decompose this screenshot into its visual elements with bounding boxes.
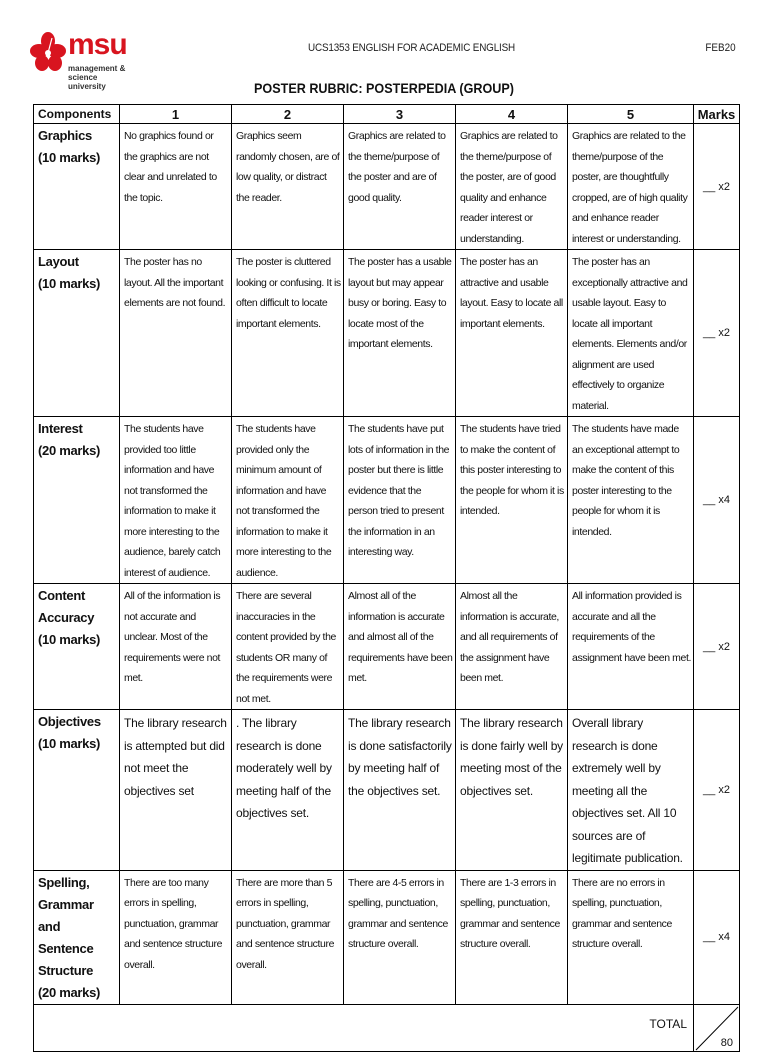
column-header: 1	[120, 105, 232, 124]
marks-multiplier: __ x2	[694, 124, 740, 250]
level-descriptor: Overall library research is done extremely well by meeting all the objectives set. All 10 sources are of legitimate publication.	[568, 710, 694, 871]
level-descriptor: The students have provided too little information and have not transformed the information to make it more interesting to the audience, barely catch interest of audience.	[120, 417, 232, 584]
level-descriptor: Graphics are related to the theme/purpose of the poster, are of good quality and enhance reader interest or understanding.	[456, 124, 568, 250]
column-header: Components	[34, 105, 120, 124]
column-header: Marks	[694, 105, 740, 124]
level-descriptor: The students have made an exceptional attempt to make the content of this poster interesting to the people for whom it is intended.	[568, 417, 694, 584]
level-descriptor: Almost all of the information is accurate and almost all of the requirements have been met.	[344, 584, 456, 710]
table-row	[34, 870, 740, 1004]
total-value: 80	[720, 1036, 733, 1049]
table-row	[34, 417, 740, 584]
table-row	[34, 124, 740, 250]
marks-multiplier: __ x2	[694, 710, 740, 871]
term-label: FEB20	[705, 42, 736, 54]
column-header: 4	[456, 105, 568, 124]
marks-multiplier: __ x2	[694, 250, 740, 417]
column-header: 3	[344, 105, 456, 124]
column-header: 2	[232, 105, 344, 124]
criterion-label: Objectives (10 marks)	[34, 710, 120, 871]
rubric-table	[33, 104, 740, 1052]
level-descriptor: There are no errors in spelling, punctuation, grammar and sentence structure overall.	[568, 870, 694, 1004]
level-descriptor: There are more than 5 errors in spelling, punctuation, grammar and sentence structure overall.	[232, 870, 344, 1004]
level-descriptor: . The library research is done moderately well by meeting half of the objectives set.	[232, 710, 344, 871]
marks-multiplier: __ x2	[694, 584, 740, 710]
table-row	[34, 710, 740, 871]
diagonal-divider	[694, 1005, 740, 1052]
level-descriptor: Almost all the information is accurate, and all requirements of the assignment have been met.	[456, 584, 568, 710]
total-cell	[694, 1004, 740, 1051]
page-title: POSTER RUBRIC: POSTERPEDIA (GROUP)	[254, 80, 514, 96]
marks-multiplier: __ x4	[694, 417, 740, 584]
level-descriptor: The poster has a usable layout but may appear busy or boring. Easy to locate most of the important elements.	[344, 250, 456, 417]
criterion-label: Layout (10 marks)	[34, 250, 120, 417]
level-descriptor: There are several inaccuracies in the content provided by the students OR many of the requirements were not met.	[232, 584, 344, 710]
table-row	[34, 584, 740, 710]
column-header: 5	[568, 105, 694, 124]
level-descriptor: The poster has no layout. All the important elements are not found.	[120, 250, 232, 417]
logo-subtitle: management & science university	[68, 64, 126, 91]
total-label: TOTAL	[34, 1004, 694, 1051]
level-descriptor: There are 4-5 errors in spelling, punctuation, grammar and sentence structure overall.	[344, 870, 456, 1004]
level-descriptor: The poster is cluttered looking or confusing. It is often difficult to locate important elements.	[232, 250, 344, 417]
level-descriptor: All information provided is accurate and all the requirements of the assignment have been met.	[568, 584, 694, 710]
level-descriptor: There are 1-3 errors in spelling, punctuation, grammar and sentence structure overall.	[456, 870, 568, 1004]
logo-brand-text: msu	[68, 28, 127, 61]
level-descriptor: The students have provided only the minimum amount of information and have not transformed the information to make it more interesting to the audience.	[232, 417, 344, 584]
header-row	[34, 105, 740, 124]
criterion-label: Interest (20 marks)	[34, 417, 120, 584]
course-title: UCS1353 ENGLISH FOR ACADEMIC ENGLISH	[308, 42, 515, 54]
hibiscus-flower-icon	[30, 32, 66, 76]
total-row	[34, 1004, 740, 1051]
level-descriptor: All of the information is not accurate and unclear. Most of the requirements were not met.	[120, 584, 232, 710]
level-descriptor: The library research is done fairly well by meeting most of the objectives set.	[456, 710, 568, 871]
level-descriptor: The students have tried to make the content of this poster interesting to the people for whom it is intended.	[456, 417, 568, 584]
criterion-label: Spelling, Grammar and Sentence Structure (20 marks)	[34, 870, 120, 1004]
level-descriptor: The library research is attempted but did not meet the objectives set	[120, 710, 232, 871]
level-descriptor: Graphics are related to the theme/purpose of the poster, are thoughtfully cropped, are of high quality and enhance reader interest or understanding.	[568, 124, 694, 250]
level-descriptor: Graphics seem randomly chosen, are of low quality, or distract the reader.	[232, 124, 344, 250]
table-row	[34, 250, 740, 417]
level-descriptor: The students have put lots of information in the poster but there is little evidence that the person tried to present the information in an interesting way.	[344, 417, 456, 584]
criterion-label: Graphics (10 marks)	[34, 124, 120, 250]
level-descriptor: The library research is done satisfactorily by meeting half of the objectives set.	[344, 710, 456, 871]
criterion-label: Content Accuracy (10 marks)	[34, 584, 120, 710]
level-descriptor: The poster has an attractive and usable layout. Easy to locate all important elements.	[456, 250, 568, 417]
marks-multiplier: __ x4	[694, 870, 740, 1004]
level-descriptor: No graphics found or the graphics are not clear and unrelated to the topic.	[120, 124, 232, 250]
level-descriptor: The poster has an exceptionally attractive and usable layout. Easy to locate all important elements. Elements and/or alignment are used effectively to organize material.	[568, 250, 694, 417]
level-descriptor: There are too many errors in spelling, punctuation, grammar and sentence structure overall.	[120, 870, 232, 1004]
level-descriptor: Graphics are related to the theme/purpose of the poster and are of good quality.	[344, 124, 456, 250]
